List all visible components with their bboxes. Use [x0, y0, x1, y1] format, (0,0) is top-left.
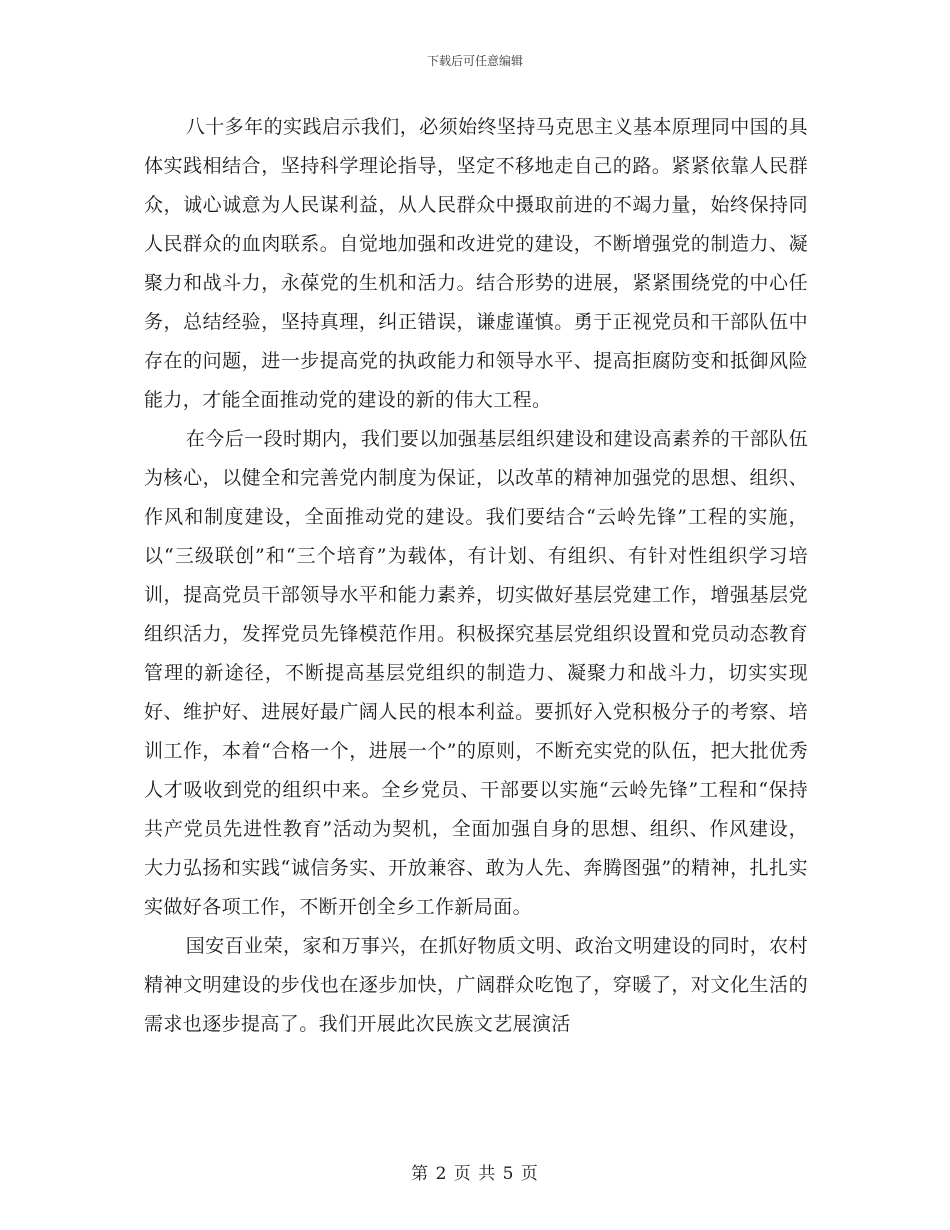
document-body — [144, 108, 808, 1044]
page-number: 第 2 页 共 5 页 — [411, 1164, 539, 1184]
page-header-note: 下载后可任意编辑 — [426, 54, 523, 68]
body-paragraph: 国安百业荣，家和万事兴，在抓好物质文明、政治文明建设的同时，农村精神文明建设的步伐也在逐步加快，广阔群众吃饱了，穿暖了，对文化生活的需求也逐步提高了。我们开展此次民族文艺展演活 — [144, 935, 808, 1035]
body-paragraph: 八十多年的实践启示我们，必须始终坚持马克思主义基本原理同中国的具体实践相结合，坚持科学理论指导，坚定不移地走自己的路。紧紧依靠人民群众，诚心诚意为人民谋利益，从人民群众中摄取前进的不竭力量，始终保持同人民群众的血肉联系。自觉地加强和改进党的建设，不断增强党的制造力、凝聚力和战斗力，永葆党的生机和活力。结合形势的进展，紧紧围绕党的中心任务，总结经验，坚持真理，纠正错误，谦虚谨慎。勇于正视党员和干部队伍中存在的问题，进一步提高党的执政能力和领导水平、提高拒腐防变和抵御风险能力，才能全面推动党的建设的新的伟大工程。 — [144, 116, 808, 411]
body-paragraph: 在今后一段时期内，我们要以加强基层组织建设和建设高素养的干部队伍为核心，以健全和完善党内制度为保证，以改革的精神加强党的思想、组织、作风和制度建设，全面推动党的建设。我们要结合“云岭先锋”工程的实施，以“三级联创”和“三个培育”为载体，有计划、有组织、有针对性组织学习培训，提高党员干部领导水平和能力素养，切实做好基层党建工作，增强基层党组织活力，发挥党员先锋模范作用。积极探究基层党组织设置和党员动态教育管理的新途径，不断提高基层党组织的制造力、凝聚力和战斗力，切实实现好、维护好、进展好最广阔人民的根本利益。要抓好入党积极分子的考察、培训工作，本着“合格一个，进展一个”的原则，不断充实党的队伍，把大批优秀人才吸收到党的组织中来。全乡党员、干部要以实施“云岭先锋”工程和“保持共产党员先进性教育”活动为契机，全面加强自身的思想、组织、作风建设，大力弘扬和实践“诚信务实、开放兼容、敢为人先、奔腾图强”的精神，扎扎实实做好各项工作，不断开创全乡工作新局面。 — [144, 428, 808, 918]
